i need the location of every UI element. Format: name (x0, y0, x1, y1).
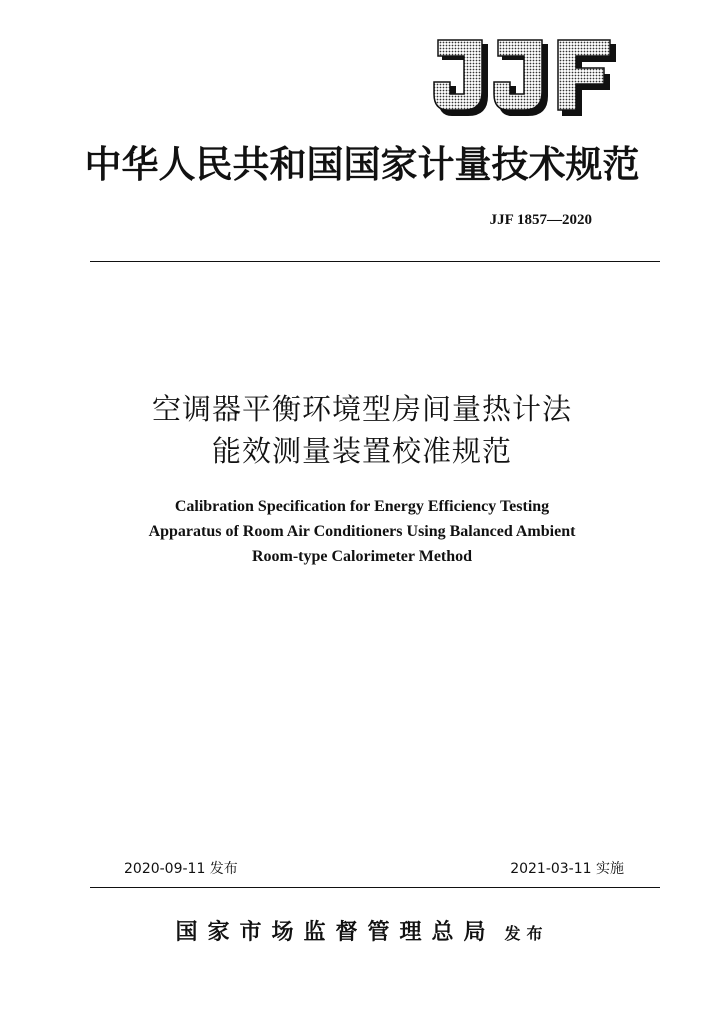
divider-bottom (90, 887, 660, 888)
title-cn-line-1: 空调器平衡环境型房间量热计法 (151, 392, 572, 426)
divider-top (90, 261, 660, 262)
org-title: 中华人民共和国国家计量技术规范 (84, 142, 640, 186)
publisher-name: 国家市场监督管理总局 (175, 919, 496, 945)
issue-date: 2020-09-11 发布 (124, 861, 238, 877)
document-code: JJF 1857—2020 (489, 212, 592, 228)
publisher-action: 发布 (504, 924, 549, 943)
title-en-line-2: Apparatus of Room Air Conditioners Using Balanced Ambient (148, 523, 576, 540)
implementation-date: 2021-03-11 实施 (510, 861, 624, 877)
jjf-logo-icon (430, 38, 618, 120)
title-en-line-3: Room-type Calorimeter Method (251, 548, 473, 565)
publisher-line (0, 913, 724, 953)
title-cn-line-2: 能效测量装置校准规范 (211, 434, 512, 468)
title-en-line-1: Calibration Specification for Energy Efficiency Testing (174, 498, 550, 515)
